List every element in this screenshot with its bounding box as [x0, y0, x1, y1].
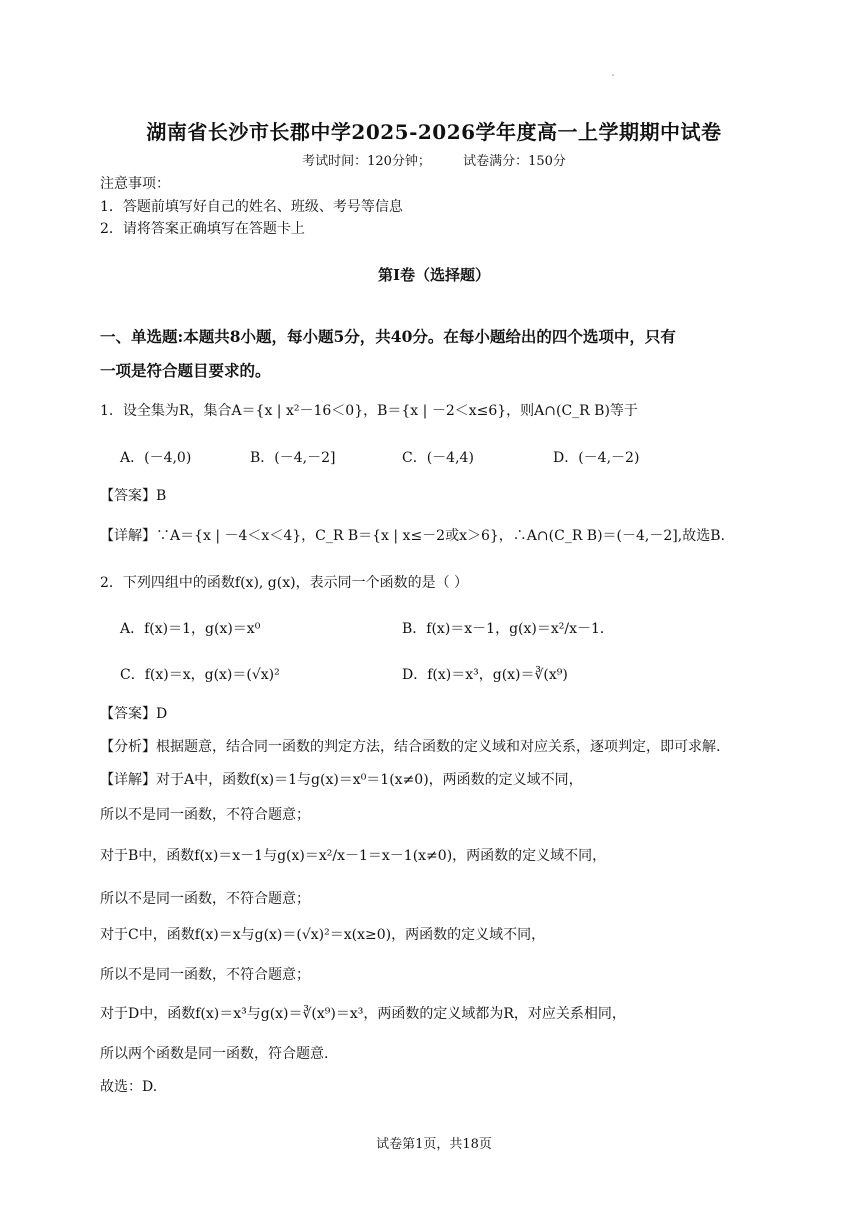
q2-analysis: 【分析】根据题意，结合同一函数的判定方法，结合函数的定义域和对应关系，逐项判定，即可求解.: [100, 739, 721, 755]
q2-option-d: D．f(x)＝x³，g(x)＝∛(x⁹): [402, 667, 568, 683]
q1-stem: 1．设全集为R，集合A＝{x | x²－16＜0}，B＝{x | －2＜x≤6}，则A∩(C_R B)等于: [100, 403, 638, 419]
q1-option-a: A．(－4,0): [120, 450, 192, 466]
section-heading-line-2: 一项是符合题目要求的。: [100, 361, 271, 380]
q1-option-b: B．(－4,－2]: [250, 450, 336, 466]
q2-detail-line-3: 对于B中，函数f(x)＝x－1与g(x)＝x²/x－1＝x－1(x≠0)，两函数的定义域不同，: [100, 848, 607, 864]
q1-detail: 【详解】∵A＝{x | －4＜x＜4}，C_R B＝{x | x≤－2或x＞6}，∴A∩(C_R B)＝(－4,－2],故选B.: [100, 528, 725, 544]
q2-option-a: A．f(x)＝1，g(x)＝x⁰: [120, 621, 261, 637]
part-title: 第I卷（选择题）: [377, 266, 491, 284]
q2-answer: 【答案】D: [100, 706, 168, 722]
q2-detail-line-5: 对于C中，函数f(x)＝x与g(x)＝(√x)²＝x(x≥0)，两函数的定义域不同，: [100, 927, 546, 943]
scan-dot: [612, 74, 614, 76]
section-heading-line-1: 一、单选题:本题共8小题，每小题5分，共40分。在每小题给出的四个选项中，只有: [100, 327, 676, 346]
q1-answer: 【答案】B: [100, 488, 167, 504]
q2-stem: 2．下列四组中的函数f(x), g(x)，表示同一个函数的是（ ）: [100, 575, 469, 591]
q2-detail-line-1: 【详解】对于A中，函数f(x)＝1与g(x)＝x⁰＝1(x≠0)，两函数的定义域不同，: [100, 772, 583, 788]
q2-detail-line-4: 所以不是同一函数，不符合题意；: [100, 891, 310, 907]
exam-info: [0, 150, 868, 169]
q2-detail-line-9: 故选：D.: [100, 1079, 158, 1095]
page-footer: 试卷第1页，共18页: [376, 1137, 492, 1152]
q2-option-c: C．f(x)＝x，g(x)＝(√x)²: [120, 667, 280, 683]
q1-option-d: D．(－4,－2): [553, 450, 640, 466]
full-score: 试卷满分：150分: [463, 154, 566, 169]
q2-detail-line-2: 所以不是同一函数，不符合题意；: [100, 807, 310, 823]
q2-option-b: B．f(x)＝x－1，g(x)＝x²/x－1．: [402, 621, 614, 637]
q2-detail-line-8: 所以两个函数是同一函数，符合题意.: [100, 1046, 329, 1062]
q1-option-c: C．(－4,4): [402, 450, 474, 466]
exam-title: 湖南省长沙市长郡中学2025-2026学年度高一上学期期中试卷: [146, 120, 722, 144]
notes-item-1: 1．答题前填写好自己的姓名、班级、考号等信息: [100, 199, 403, 215]
notes-heading: 注意事项：: [100, 176, 170, 192]
exam-time: 考试时间：120分钟；: [302, 154, 431, 169]
q2-detail-line-6: 所以不是同一函数，不符合题意；: [100, 967, 310, 983]
q2-detail-line-7: 对于D中，函数f(x)＝x³与g(x)＝∛(x⁹)＝x³，两函数的定义域都为R，对应关系相同，: [100, 1006, 626, 1022]
notes-item-2: 2．请将答案正确填写在答题卡上: [100, 221, 305, 237]
